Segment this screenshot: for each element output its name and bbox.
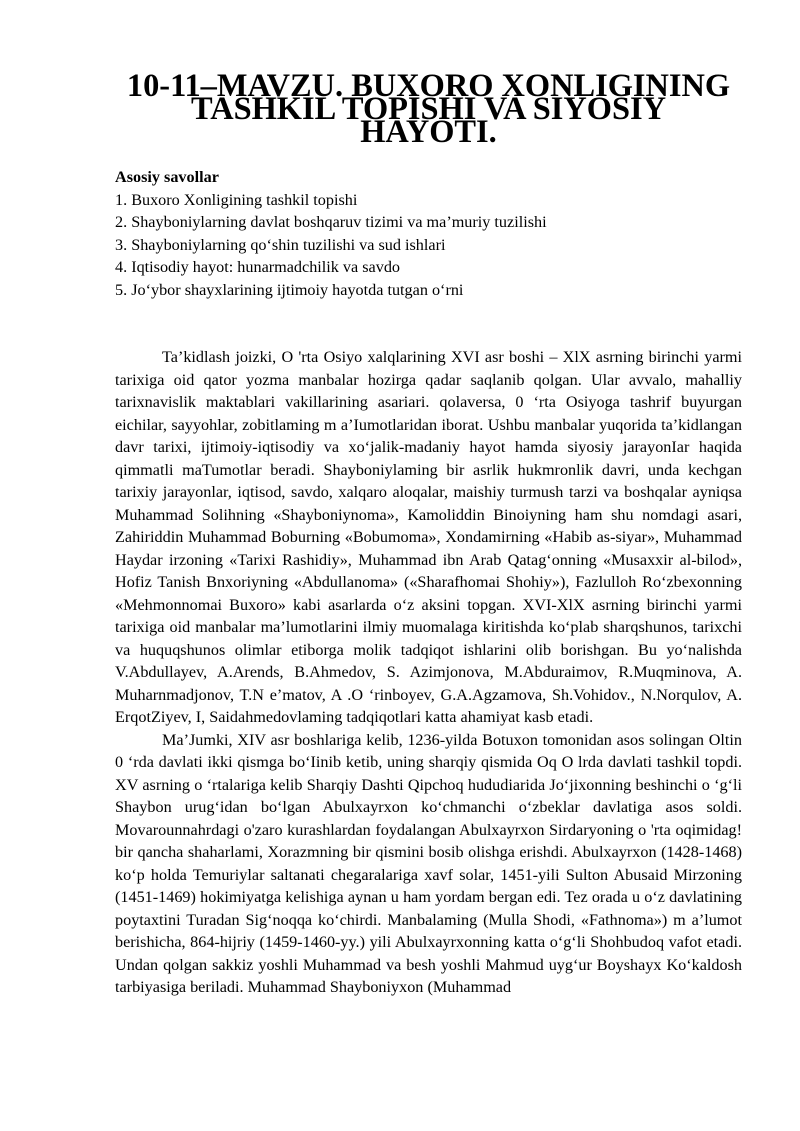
question-item: 5. Jo‘ybor shayxlarining ijtimoiy hayotda tutgan o‘rni [115, 280, 464, 299]
body-paragraph: Ta’kidlash joizki, O 'rta Osiyo xalqlarining XVI asr boshi – XlX asrning birinchi yarmi tarixiga oid qator yozma manbalar hozirga qadar saqlanib qolgan. Ular avvalo, mahalliy tarixnavislik maktablari vakillarining asariari. qolaversa, 0 ‘rta Osiyoga tashrif buyurgan eichilar, sayyohlar, zobitlaming m a’Iumotlaridan iborat. Ushbu manbalar yuqorida ta’kidlangan davr tarixi, ijtimoiy-iqtisodiy va xo‘jalik-madaniy hayot hamda siyosiy jarayonIar haqida qimmatli maTumotlar beradi. Shayboniylaming bir asrlik hukmronlik davri, unda kechgan tarixiy jarayonlar, iqtisod, savdo, xalqaro aloqalar, maishiy turmush tarzi va boshqalar ayniqsa Muhammad Solihning «Shayboniynoma», Kamoliddin Binoiyning ham shu nomdagi asari, Zahiriddin Muhammad Boburning «Bobumoma», Xondamirning «Habib as-siyar», Muhammad Haydar irzoning «Tarixi Rashidiy», Muhammad ibn Arab Qatag‘onning «Musaxxir al-bilod», Hofiz Tanish Bnxoriyning «Abdullanoma» («Sharafhomai Shohiy»), Fazlulloh Ro‘zbexonning «Mehmonnomai Buxoro» kabi asarlarda o‘z aksini topgan. XVI-XlX asrning birinchi yarmi tarixiga oid manbalar ma’lumotlarini ilmiy muomalaga kiritishda ko‘plab sharqshunos, tarixchi va huquqshunos olimlar etiborga molik tadqiqot ishlarini olib borishgan. Bu yo‘nalishda V.Abdullayev, A.Arends, B.Ahmedov, S. Azimjonova, M.Abduraimov, R.Muqminova, A. Muharnmadjonov, T.N e’matov, A .O ‘rinboyev, G.A.Agzamova, Sh.Vohidov., N.Norqulov, A. ErqotZiyev, I, Saidahmedovlaming tadqiqotlari katta ahamiyat kasb etadi. [115, 348, 742, 726]
key-questions-section [115, 166, 742, 301]
document-page [115, 68, 742, 999]
question-item: 3. Shayboniylarning qo‘shin tuzilishi va sud ishlari [115, 235, 446, 254]
question-item: 1. Buxoro Xonligining tashkil topishi [115, 190, 358, 209]
document-title: 10-11–MAVZU. BUXORO XONLIGINING TASHKIL TOPISHI VA SIYOSIY HAYOTI. [126, 68, 731, 150]
question-item: 4. Iqtisodiy hayot: hunarmadchilik va savdo [115, 258, 401, 276]
key-questions-list [115, 189, 742, 302]
body-paragraph: Ma’Jumki, XIV asr boshlariga kelib, 1236-yilda Botuxon tomonidan asos solingan Oltin 0 ‘rda davlati ikki qismga bo‘Iinib ketib, uning sharqiy qismida Oq O lrda davlati tashkil topdi. XV asrning o ‘rtalariga kelib Sharqiy Dashti Qipchoq hududiarida Jo‘jixonning beshinchi o ‘g‘li Shaybon urug‘idan bo‘lgan Abulxayrxon ko‘chmanchi o‘zbeklar davlatiga asos soldi. Movarounnahrdagi o'zaro kurashlardan foydalangan Abulxayrxon Sirdaryoning o 'rta oqimidag! bir qancha shaharlami, Xorazmning bir qismini bosib olishga erishdi. Abulxayrxon (1428-1468) ko‘p holda Temuriylar saltanati chegaralariga xavf solar, 1451-yili Sulton Abusaid Mirzoning (1451-1469) hokimiyatga kelishiga aynan u ham yordam bergan edi. Tez orada u o‘z davlatining poytaxtini Turadan Sig‘noqqa ko‘chirdi. Manbalaming (Mulla Shodi, «Fathnoma») m a’lumot berishicha, 864-hijriy (1459-1460-yy.) yili Abulxayrxonning katta o‘g‘li Shohbudoq vafot etadi. Undan qolgan sakkiz yoshli Muhammad va besh yoshli Mahmud uyg‘ur Boyshayx Ko‘kaldosh tarbiyasiga beriladi. Muhammad Shayboniyxon (Muhammad [115, 730, 742, 996]
body-text [115, 346, 742, 999]
question-item: 2. Shayboniylarning davlat boshqaruv tizimi va ma’muriy tuzilishi [115, 213, 547, 231]
key-questions-heading: Asosiy savollar [115, 168, 219, 186]
